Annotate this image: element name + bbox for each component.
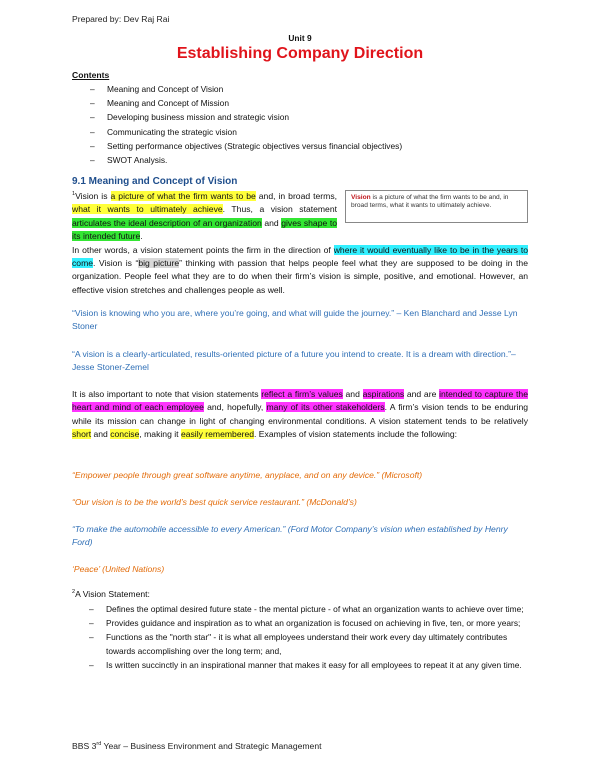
list-item: – Is written succinctly in an inspirational manner that makes it easy for all employees to repeat it at any given time. xyxy=(72,659,528,673)
footnote-marker: 1 xyxy=(72,191,76,198)
quote-blanchard: “Vision is knowing who you are, where you’re going, and what will guide the journey.” – Ken Blanchard and Jesse Lyn Stoner xyxy=(72,308,518,332)
text-run: and xyxy=(91,429,111,440)
list-item: – Functions as the "north star" - it is what all employees understand their work every day ultimately contributes towards accomplishing over the long term; and, xyxy=(72,631,528,658)
text-run: Vision is xyxy=(75,191,111,201)
footnote-marker: 2 xyxy=(72,589,76,596)
text-run: In other words, a vision statement points the firm in the direction of xyxy=(72,244,334,255)
highlight-green: gives shape to its intended future xyxy=(72,217,338,242)
text-run: A Vision Statement: xyxy=(75,589,150,599)
contents-item: – Meaning and Concept of Mission xyxy=(72,96,402,110)
page-title: Establishing Company Direction xyxy=(176,45,424,62)
text-run: . xyxy=(140,231,143,242)
vision-statement-label xyxy=(72,589,150,599)
highlight-magenta: reflect a firm’s values xyxy=(261,389,343,399)
vision-paragraph-2 xyxy=(72,388,528,442)
text-run: ” thinking with passion that helps people feel what they are supposed to be doing in the organization. People feel what they are to do when their firm’s vision is simple, positive, and emotional. However, an effective vision stretches and challenges people as well. xyxy=(72,257,528,295)
highlight-magenta: intended to capture the heart and mind of each employee xyxy=(72,389,528,413)
text-run: . Vision is “ xyxy=(93,257,139,268)
text-run: and, in broad terms, xyxy=(255,191,338,201)
example-microsoft: “Empower people through great software anytime, anyplace, and on any device.” (Microsoft) xyxy=(72,470,423,480)
text-run: . Thus, a vision statement xyxy=(222,204,338,215)
vision-definition-callout xyxy=(345,190,528,223)
list-item: – Defines the optimal desired future state - the mental picture - of what an organization wants to achieve over time; xyxy=(72,603,528,617)
contents-item: – Communicating the strategic vision xyxy=(72,125,402,139)
highlight-magenta: aspirations xyxy=(362,389,405,399)
quote-stoner-zemel: “A vision is a clearly-articulated, results-oriented picture of a future you intend to create. It is a dream with direction.”– Jesse Stoner-Zemel xyxy=(72,349,516,373)
text-run: It is also important to note that vision statements xyxy=(72,389,262,399)
unit-label: Unit 9 xyxy=(288,33,312,43)
example-ford: “To make the automobile accessible to every American.” (Ford Motor Company’s vision when established by Henry Ford) xyxy=(72,524,508,548)
contents-list xyxy=(72,82,402,167)
example-united-nations: ‘Peace’ (United Nations) xyxy=(72,564,165,574)
highlight-grey: big picture xyxy=(138,257,180,268)
highlight-yellow: what it wants to ultimately achieve xyxy=(72,204,223,215)
text-run: and xyxy=(261,217,282,228)
contents-item: – SWOT Analysis. xyxy=(72,153,402,167)
callout-text: is a picture of what the firm wants to be and, in broad terms, what it wants to ultimately achieve. xyxy=(351,194,509,210)
prepared-by: Prepared by: Dev Raj Rai xyxy=(72,14,170,24)
footer-sup: rd xyxy=(96,741,102,748)
vision-statement-list xyxy=(72,603,528,673)
highlight-green: articulates the ideal description of an organization xyxy=(72,217,262,228)
contents-heading: Contents xyxy=(72,70,110,80)
vision-paragraph-1-cont xyxy=(72,244,528,298)
highlight-yellow: easily remembered xyxy=(180,429,255,440)
highlight-yellow: concise xyxy=(110,429,140,440)
contents-item: – Setting performance objectives (Strategic objectives versus financial objectives) xyxy=(72,139,402,153)
example-mcdonalds: “Our vision is to be the world’s best quick service restaurant.” (McDonald’s) xyxy=(72,497,357,507)
contents-item: – Meaning and Concept of Vision xyxy=(72,82,402,96)
text-run: . A firm’s vision tends to be enduring while its mission can change in light of changing environmental conditions. A vision statement tends to be relatively xyxy=(72,402,528,426)
page-footer xyxy=(72,741,322,751)
text-run: , making it xyxy=(139,429,181,440)
text-run: and xyxy=(342,389,363,399)
highlight-yellow: short xyxy=(72,429,92,440)
contents-item: – Developing business mission and strategic vision xyxy=(72,110,402,124)
text-run: Year – Business Environment and Strategic Management xyxy=(101,741,322,751)
text-run: and, hopefully, xyxy=(203,402,267,413)
highlight-magenta: many of its other stakeholders xyxy=(266,402,385,413)
highlight-cyan: where it would eventually like to be in the years to come xyxy=(72,244,528,268)
text-run: . Examples of vision statements include the following: xyxy=(254,429,458,440)
list-item: – Provides guidance and inspiration as to what an organization is focused on achieving in five, ten, or more years; xyxy=(72,617,528,631)
text-run: and are xyxy=(404,389,440,399)
callout-term: Vision xyxy=(351,194,371,201)
highlight-yellow: a picture of what the firm wants to be xyxy=(110,191,256,201)
section-heading: 9.1 Meaning and Concept of Vision xyxy=(72,176,238,187)
text-run: BBS 3 xyxy=(72,741,97,751)
vision-paragraph-1 xyxy=(72,190,337,244)
